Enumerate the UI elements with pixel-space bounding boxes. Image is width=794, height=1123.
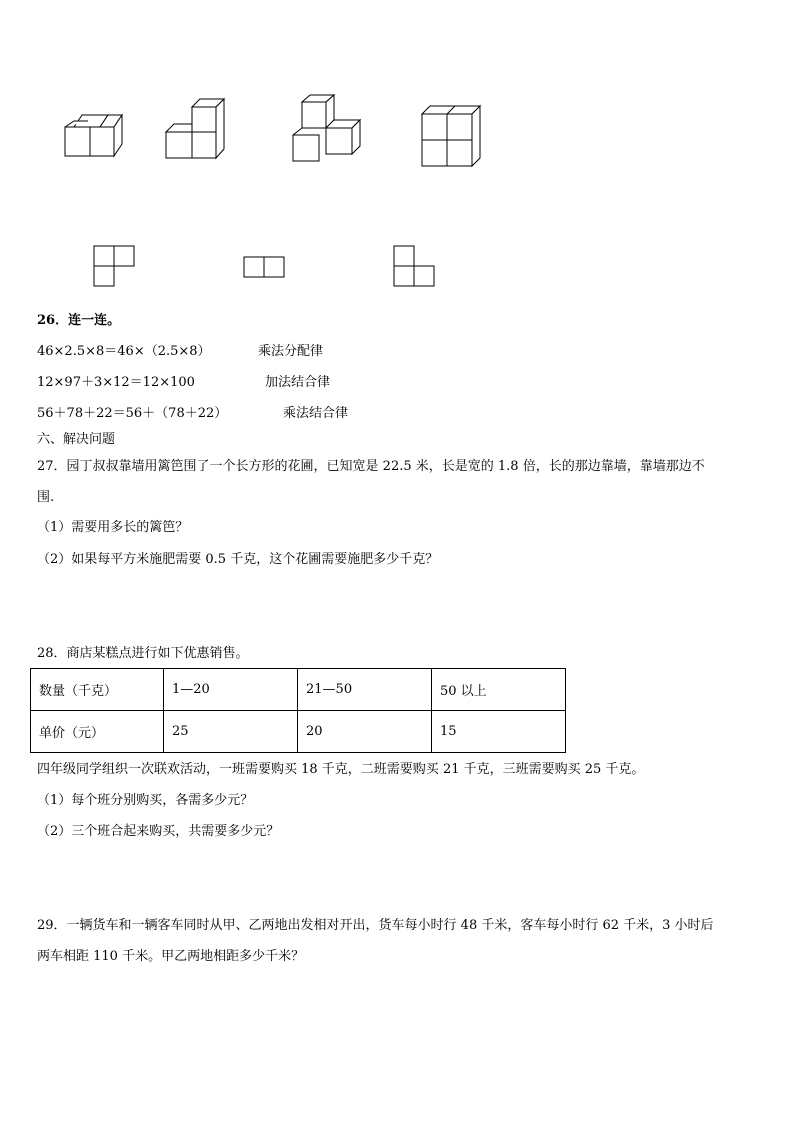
cube-figure-4 [416,102,486,168]
table-cell: 15 [432,711,566,753]
table-row [31,669,566,711]
table-cell: 单价（元） [31,711,164,753]
q28-text: 四年级同学组织一次联欢活动，一班需要购买 18 千克，二班需要购买 21 千克，三班需要购买 25 千克。 [37,762,645,777]
q29-line-1: 29．一辆货车和一辆客车同时从甲、乙两地出发相对开出，货车每小时行 48 千米，客车每小时行 62 千米，3 小时后 [37,918,714,933]
table-cell: 1—20 [164,669,298,711]
view-figure-2 [242,255,288,279]
q27-sub-2: （2）如果每平方米施肥需要 0.5 千克，这个花圃需要施肥多少千克？ [37,552,439,567]
q28-sub-2: （2）三个班合起来购买，共需要多少元？ [37,824,280,839]
q29-line-2: 两车相距 110 千米。甲乙两地相距多少千米？ [37,949,305,964]
table-cell: 21—50 [298,669,432,711]
table-cell: 25 [164,711,298,753]
q27-line-1: 27．园丁叔叔靠墙用篱笆围了一个长方形的花圃，已知宽是 22.5 米，长是宽的 1.8 倍，长的那边靠墙，靠墙那边不 [37,459,705,474]
view-figure-1 [92,244,138,288]
q26-title: 26．连一连。 [37,313,121,328]
cube-figure-2 [160,95,230,163]
table-cell: 20 [298,711,432,753]
table-cell: 数量（千克） [31,669,164,711]
view-figure-3 [392,244,438,288]
cube-figure-1 [60,110,130,162]
table-cell: 50 以上 [432,669,566,711]
q27-sub-1: （1）需要用多长的篱笆？ [37,520,189,535]
q28-title: 28．商店某糕点进行如下优惠销售。 [37,646,249,661]
q27-line-2: 围. [37,490,55,505]
price-table [30,668,566,753]
q26-law-1: 乘法分配律 [258,344,324,359]
q28-sub-1: （1）每个班分别购买，各需多少元？ [37,793,254,808]
cube-figure-3 [288,92,368,164]
table-row [31,711,566,753]
q26-law-2: 加法结合律 [265,375,331,390]
q26-law-3: 乘法结合律 [283,406,349,421]
q26-expr-1: 46×2.5×8＝46×（2.5×8） [37,344,211,359]
q26-expr-3: 56＋78＋22＝56＋（78＋22） [37,406,228,421]
section-title: 六、解决问题 [37,432,116,447]
q26-expr-2: 12×97＋3×12＝12×100 [37,375,195,390]
